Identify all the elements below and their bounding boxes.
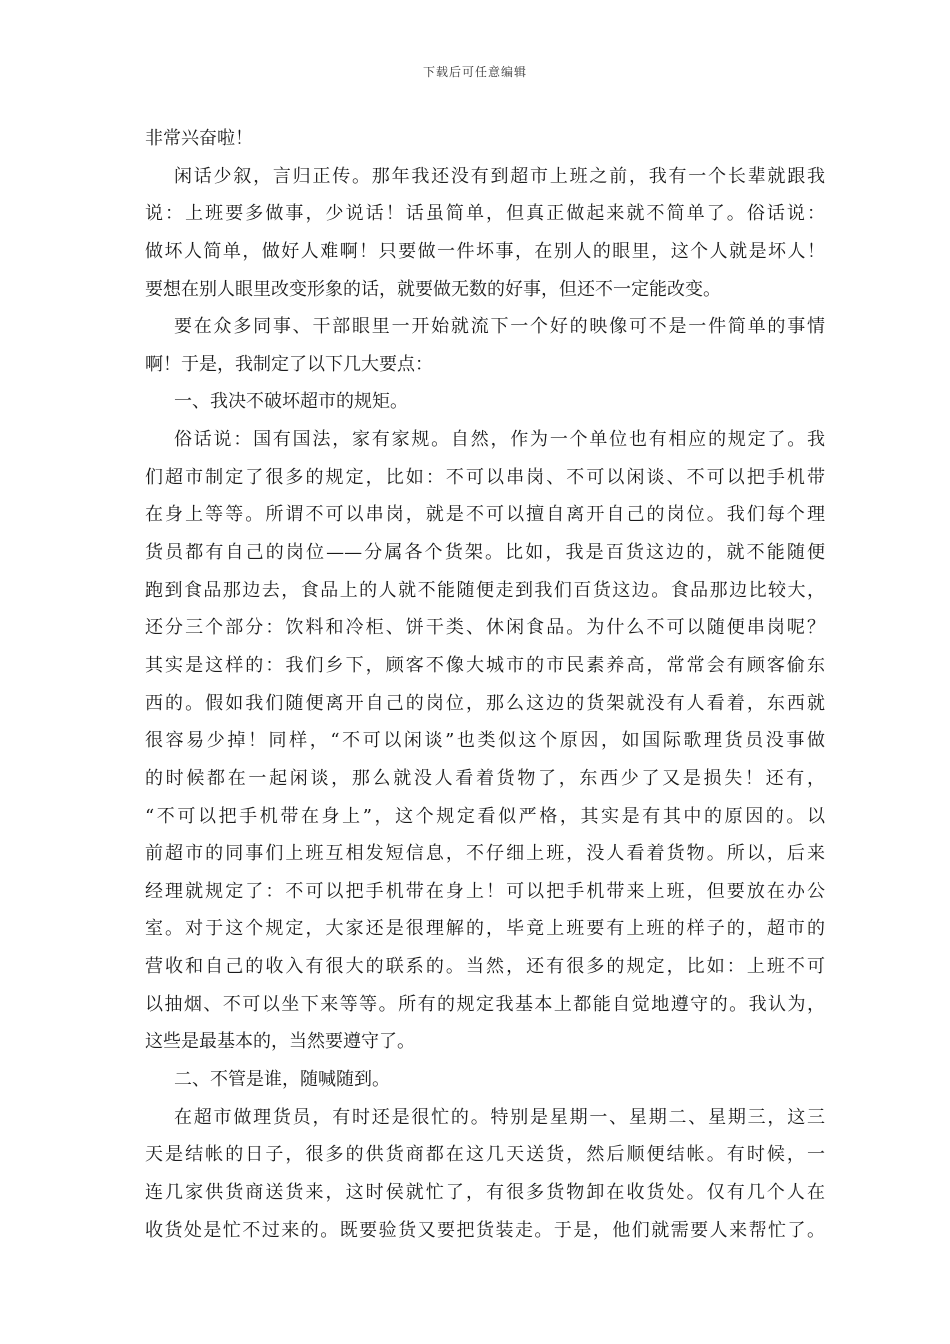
text-line: 做坏人简单，做好人难啊！只要做一件坏事，在别人的眼里，这个人就是坏人！ (145, 240, 825, 262)
document-body (145, 120, 825, 1249)
text-line: 货员都有自己的岗位——分属各个货架。比如，我是百货这边的，就不能随便 (145, 542, 825, 564)
text-line: 经理就规定了：不可以把手机带在身上！可以把手机带来上班，但要放在办公 (145, 880, 825, 902)
text-line: 还分三个部分：饮料和冷柜、饼干类、休闲食品。为什么不可以随便串岗呢？ (145, 617, 825, 639)
text-line: “不可以把手机带在身上”，这个规定看似严格，其实是有其中的原因的。以 (145, 805, 825, 827)
text-line: 收货处是忙不过来的。既要验货又要把货装走。于是，他们就需要人来帮忙了。 (145, 1219, 825, 1241)
text-line: 要想在别人眼里改变形象的话，就要做无数的好事，但还不一定能改变。 (145, 278, 721, 300)
text-line: 室。对于这个规定，大家还是很理解的，毕竟上班要有上班的样子的，超市的 (145, 918, 825, 940)
page-header: 下载后可任意编辑 (422, 65, 527, 79)
text-line: 很容易少掉！同样，“不可以闲谈”也类似这个原因，如国际歌理货员没事做 (145, 730, 825, 752)
text-line: 一、我决不破坏超市的规矩。 (174, 391, 408, 413)
text-line: 俗话说：国有国法，家有家规。自然，作为一个单位也有相应的规定了。我 (174, 429, 825, 451)
text-line: 在超市做理货员，有时还是很忙的。特别是星期一、星期二、星期三，这三 (174, 1106, 825, 1128)
text-line: 们超市制定了很多的规定，比如：不可以串岗、不可以闲谈、不可以把手机带 (145, 466, 825, 488)
text-line: 跑到食品那边去，食品上的人就不能随便走到我们百货这边。食品那边比较大， (145, 579, 825, 601)
text-line: 说：上班要多做事，少说话！话虽简单，但真正做起来就不简单了。俗话说： (145, 203, 825, 225)
text-line: 啊！于是，我制定了以下几大要点： (145, 353, 433, 375)
text-line: 营收和自己的收入有很大的联系的。当然，还有很多的规定，比如：上班不可 (145, 956, 825, 978)
text-line: 在身上等等。所谓不可以串岗，就是不可以擅自离开自己的岗位。我们每个理 (145, 504, 825, 526)
text-line: 天是结帐的日子，很多的供货商都在这几天送货，然后顺便结帐。有时候，一 (145, 1144, 825, 1166)
text-line: 其实是这样的：我们乡下，顾客不像大城市的市民素养高，常常会有顾客偷东 (145, 654, 825, 676)
text-line: 前超市的同事们上班互相发短信息，不仔细上班，没人看着货物。所以，后来 (145, 843, 825, 865)
text-line: 要在众多同事、干部眼里一开始就流下一个好的映像可不是一件简单的事情 (174, 316, 825, 338)
text-line: 非常兴奋啦！ (145, 128, 253, 149)
text-line: 以抽烟、不可以坐下来等等。所有的规定我基本上都能自觉地遵守的。我认为， (145, 993, 825, 1015)
text-line: 二、不管是谁，随喊随到。 (174, 1069, 390, 1091)
text-line: 西的。假如我们随便离开自己的岗位，那么这边的货架就没有人看着，东西就 (145, 692, 825, 714)
text-line: 闲话少叙，言归正传。那年我还没有到超市上班之前，我有一个长辈就跟我 (174, 165, 825, 187)
text-line: 这些是最基本的，当然要遵守了。 (145, 1031, 415, 1053)
text-line: 的时候都在一起闲谈，那么就没人看着货物了，东西少了又是损失！还有， (145, 767, 825, 789)
text-line: 连几家供货商送货来，这时侯就忙了，有很多货物卸在收货处。仅有几个人在 (145, 1181, 825, 1203)
